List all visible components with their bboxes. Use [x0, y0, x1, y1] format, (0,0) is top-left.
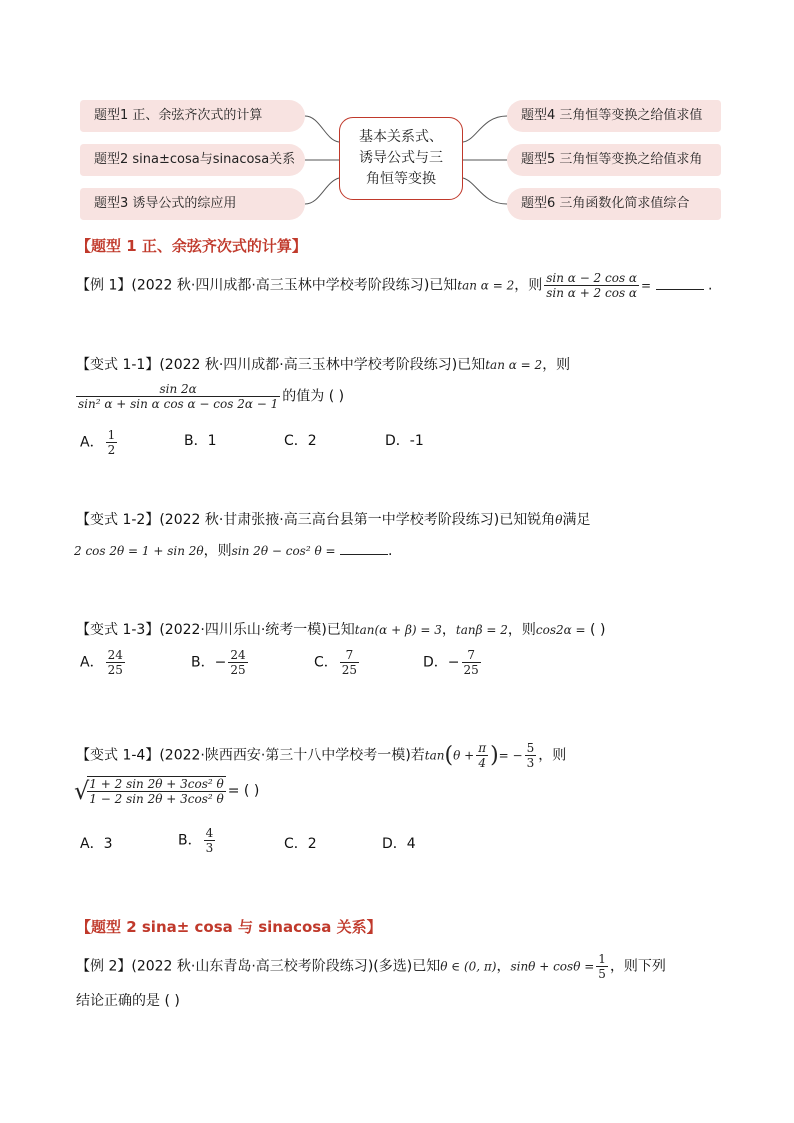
variant-1-4-root-frac: [87, 776, 225, 806]
variant-1-4-option-d[interactable]: D．4: [382, 836, 416, 852]
variant-1-3-then: ，则: [507, 622, 536, 638]
variant-1-4-option-a[interactable]: A．3: [80, 836, 113, 852]
variant-1-3-ask: cos2α =: [535, 623, 586, 637]
root-den: 1 − 2 sin 2θ + 3cos² θ: [89, 792, 224, 806]
variant-1-4-expression: [74, 776, 259, 806]
variant-1-3-option-a[interactable]: [80, 648, 127, 677]
option-a-den: 25: [107, 663, 123, 677]
variant-1-2-end: .: [388, 543, 393, 559]
example2-fraction: [596, 952, 608, 981]
variant-1-3-cond1: tan(α + β) = 3: [354, 623, 442, 637]
variant-1-4-ask: = ( ): [227, 783, 260, 799]
option-b-den: 25: [230, 663, 246, 677]
variant-1-1-option-d[interactable]: D．-1: [385, 433, 424, 449]
mindmap-topic-1: 题型1 正、余弦齐次式的计算: [80, 100, 305, 132]
variant-1-4-value-frac: [525, 741, 537, 770]
variant-1-3-source: 2022·四川乐山·统考一模: [164, 622, 322, 638]
variant-1-3-option-b[interactable]: [191, 648, 250, 677]
variant-1-4-inner: θ +: [453, 748, 475, 763]
mindmap-center-line-2: 诱导公式与三: [359, 150, 443, 166]
variant-1-4-rparen: ): [490, 743, 499, 768]
variant-1-4-source: 2022·陕西西安·第三十八中学校考一模: [164, 747, 406, 764]
sqrt-sign: √: [74, 777, 90, 805]
mindmap-topic-6: 题型6 三角函数化简求值综合: [507, 188, 721, 220]
mindmap-topic-5: 题型5 三角恒等变换之给值求角: [507, 144, 721, 176]
example2-frac-den: 5: [598, 967, 606, 981]
section1-heading: 【题型 1 正、余弦齐次式的计算】: [76, 237, 307, 255]
option-b-fraction: [204, 826, 216, 855]
variant-1-3-prefix: 【变式 1-3】(: [76, 622, 165, 638]
option-c-num: 7: [340, 648, 359, 663]
mindmap-topic-3: 题型3 诱导公式的综应用: [80, 188, 305, 220]
option-a-num: 1: [107, 428, 116, 442]
option-a-num: 24: [107, 648, 123, 662]
variant-1-1: [76, 354, 570, 374]
option-d-label: D．−: [423, 654, 460, 671]
variant-1-1-option-c[interactable]: C．2: [284, 433, 317, 449]
variant-1-4-mid: )若: [405, 747, 425, 764]
variant-1-1-condition: tan α = 2: [485, 358, 543, 372]
example1-eq: =: [641, 278, 652, 293]
option-b-fraction: [228, 648, 247, 677]
example1-source: 2022 秋·四川成都·高三玉林中学校考阶段练习: [136, 277, 424, 294]
variant-1-4-prefix: 【变式 1-4】(: [76, 747, 165, 764]
section2-heading: 【题型 2 sina± cosa 与 sinacosa 关系】: [76, 918, 382, 936]
variant-1-4-option-c[interactable]: C．2: [284, 836, 317, 852]
mindmap-center-line-1: 基本关系式、: [359, 129, 443, 145]
variant-1-4: [76, 741, 566, 770]
pi-num: π: [478, 741, 487, 755]
example1-then: ，则: [514, 277, 543, 294]
variant-1-2-ask: sin 2θ − cos² θ =: [231, 544, 336, 558]
variant-1-3-paren: ( ): [590, 622, 606, 638]
variant-1-2-answer-blank[interactable]: [340, 542, 388, 555]
option-a-fraction: [106, 428, 118, 457]
example1: [76, 271, 712, 300]
variant-1-2-tail: 满足: [562, 512, 591, 528]
value-num: 5: [526, 741, 535, 755]
option-d-den: 25: [463, 663, 479, 677]
mindmap-center: [339, 117, 463, 200]
variant-1-2-prefix: 【变式 1-2】(: [76, 512, 165, 528]
option-b-num: 24: [230, 648, 246, 662]
variant-1-2-equation: 2 cos 2θ = 1 + sin 2θ: [74, 544, 204, 558]
example1-condition: tan α = 2: [457, 278, 515, 293]
example2-frac-num: 1: [598, 952, 606, 966]
example2: [76, 952, 666, 981]
variant-1-1-option-a[interactable]: [80, 428, 119, 457]
option-a-label: A．: [80, 654, 104, 671]
example1-mid: )已知: [423, 277, 458, 294]
example2-source: 2022 秋·山东青岛·高三校考阶段练习: [136, 958, 368, 975]
example1-prefix: 【例 1】(: [76, 277, 137, 294]
option-d-num: 7: [462, 648, 481, 663]
variant-1-4-tan: tan: [424, 748, 445, 763]
mindmap-topic-2: 题型2 sina±cosa与sinacosa关系: [80, 144, 305, 176]
option-d-fraction: [462, 648, 481, 677]
variant-1-2-source: 2022 秋·甘肃张掖·高三高台县第一中学校考阶段练习: [164, 512, 494, 528]
variant-1-2-mid: )已知锐角: [493, 512, 556, 528]
example1-frac-den: sin α + 2 cos α: [546, 286, 638, 300]
variant-1-3: [76, 619, 605, 639]
variant-1-3-option-c[interactable]: [314, 648, 361, 677]
option-a-fraction: [106, 648, 125, 677]
example2-mid: )(多选)已知: [367, 958, 441, 975]
example1-answer-blank[interactable]: [656, 277, 704, 290]
option-c-den: 25: [341, 663, 358, 677]
example2-line2: 结论正确的是 ( ): [76, 993, 180, 1009]
variant-1-1-fraction: [76, 382, 280, 411]
example1-fraction: [544, 271, 639, 300]
pi-den: 4: [478, 756, 486, 770]
variant-1-4-then: ，则: [538, 747, 567, 764]
example2-cond1: θ ∈ (0, π): [440, 959, 497, 974]
variant-1-4-pi-frac: [476, 741, 488, 770]
example2-cond2: sinθ + cosθ =: [510, 959, 595, 974]
variant-1-1-expression: [74, 382, 344, 411]
option-c-label: C．: [314, 654, 338, 671]
variant-1-1-prefix: 【变式 1-1】(: [76, 357, 165, 373]
option-b-label: B．−: [191, 654, 227, 671]
option-b-den: 3: [205, 841, 214, 855]
variant-1-1-source: 2022 秋·四川成都·高三玉林中学校考阶段练习: [164, 357, 452, 373]
example1-end: .: [708, 277, 713, 294]
root-num: 1 + 2 sin 2θ + 3cos² θ: [89, 777, 224, 791]
variant-1-1-frac-num: sin 2α: [76, 382, 280, 397]
variant-1-3-sep: ，: [441, 622, 456, 638]
option-b-label: B．: [178, 832, 202, 849]
variant-1-4-lparen: (: [444, 743, 454, 768]
example2-then: ，则下列: [609, 958, 666, 975]
mindmap-topic-4: 题型4 三角恒等变换之给值求值: [507, 100, 721, 132]
variant-1-1-tail: 的值为 ( ): [282, 388, 345, 405]
mindmap-center-line-3: 角恒等变换: [366, 171, 436, 187]
example2-prefix: 【例 2】(: [76, 958, 137, 975]
option-a-den: 2: [107, 443, 116, 457]
option-c-fraction: [340, 648, 359, 677]
variant-1-3-mid: )已知: [321, 622, 355, 638]
option-b-num: 4: [205, 826, 214, 840]
variant-1-1-frac-den: sin² α + sin α cos α − cos 2α − 1: [78, 397, 279, 411]
variant-1-3-option-d[interactable]: [423, 648, 483, 677]
variant-1-2-line2: [74, 540, 392, 560]
variant-1-2: [76, 509, 590, 529]
variant-1-2-theta: θ: [555, 513, 563, 527]
variant-1-4-eq: = −: [498, 748, 523, 763]
variant-1-1-mid: )已知: [451, 357, 486, 373]
variant-1-2-then: ，则: [203, 543, 232, 559]
variant-1-1-option-b[interactable]: B．1: [184, 433, 217, 449]
variant-1-1-then: ，则: [542, 357, 571, 373]
option-a-label: A．: [80, 434, 104, 451]
example2-sep: ，: [496, 958, 511, 975]
variant-1-4-option-b[interactable]: [178, 826, 217, 855]
example1-frac-num: sin α − 2 cos α: [546, 271, 638, 285]
value-den: 3: [526, 756, 535, 770]
variant-1-3-cond2: tanβ = 2: [455, 623, 508, 637]
